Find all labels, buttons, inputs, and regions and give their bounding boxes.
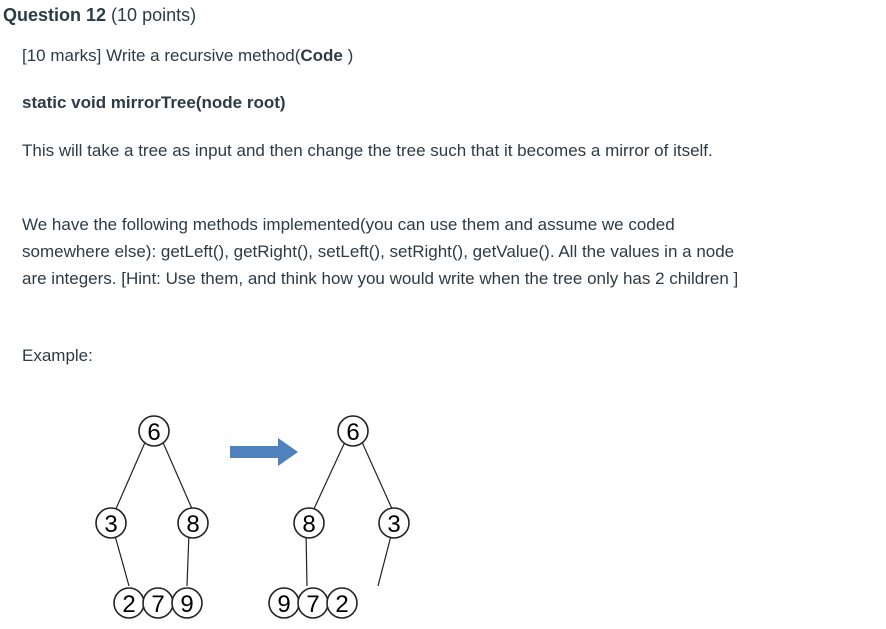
mirror-arrow-icon: [230, 438, 298, 466]
question-header: [3, 5, 196, 26]
edge: [114, 532, 129, 586]
node-value: 8: [186, 511, 200, 538]
question-title: Question 12: [3, 5, 107, 25]
marks-line: [22, 42, 353, 69]
node-value: 9: [180, 591, 194, 618]
question-points: (10 points): [111, 5, 197, 25]
node-value: 3: [387, 511, 401, 538]
example-label: Example:: [22, 346, 93, 365]
marks-close: ): [342, 46, 354, 65]
node-value: 7: [151, 591, 165, 618]
node-value: 2: [335, 591, 349, 618]
node-value: 8: [302, 511, 316, 538]
method-signature: static void mirrorTree(node root): [22, 93, 286, 112]
description-paragraph: This will take a tree as input and then change the tree such that it becomes a mirror of itself.: [22, 141, 713, 160]
edge: [306, 532, 307, 586]
marks-text: [10 marks] Write a recursive method(: [22, 46, 301, 65]
tree-diagram: [80, 400, 440, 625]
node-value: 3: [104, 511, 118, 538]
node-value: 2: [122, 591, 136, 618]
edge: [378, 532, 392, 586]
node-value: 9: [277, 591, 291, 618]
node-value: 6: [147, 419, 161, 446]
edge: [187, 532, 189, 586]
node-value: 6: [346, 419, 360, 446]
example-figure: [80, 400, 440, 625]
marks-bold: Code: [300, 46, 343, 65]
node-value: 7: [306, 591, 320, 618]
methods-paragraph: We have the following methods implemented(you can use them and assume we coded somewhere else): getLeft(), getRight(), setLeft(), setRight(), getValue(). All the values in a node are integers. [Hint: Use them, and think how you would write when the tree only has 2 children ]: [22, 215, 739, 288]
